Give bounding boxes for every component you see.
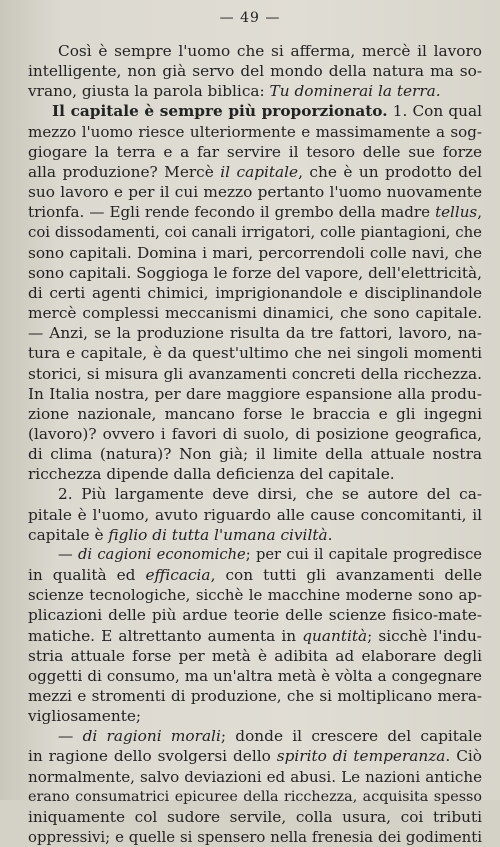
text-line: di clima (natura)? Non già; il limite della attuale nostra [28, 445, 482, 464]
text-line: erano consumatrici epicuree della ricchezza, acquisita spesso [28, 788, 482, 805]
text-line: scienze tecnologiche, sicchè le macchine moderne sono ap- [28, 586, 482, 605]
text-line: trionfa. — Egli rende fecondo il grembo della madre tellus, [28, 203, 482, 222]
text-line: matiche. E altrettanto aumenta in quantità; sicchè l'indu- [28, 626, 482, 645]
text-line: sono capitali. Domina i mari, percorrendoli colle navi, che [28, 243, 482, 262]
text-line: intelligente, non già servo del mondo della natura ma so- [28, 62, 482, 81]
text-line: sono capitali. Soggioga le forze del vapore, dell'elettricità, [28, 263, 482, 282]
text-line: suo lavoro e per il cui mezzo pertanto l'uomo nuovamente [28, 183, 482, 202]
page-body [28, 41, 482, 847]
text-line: oppressivi; e quelle si spensero nella frenesia dei godimenti [28, 828, 482, 847]
text-line: di certi agenti chimici, imprigionandole e disciplinandole [28, 283, 482, 302]
text-line: — di ragioni morali; donde il crescere del capitale [58, 727, 482, 746]
text-line: ricchezza dipende dalla deficienza del capitale. [28, 465, 395, 484]
text-line: mezzi e stromenti di produzione, che si moltiplicano mera- [28, 687, 482, 705]
text-line: vrano, giusta la parola biblica: Tu dominerai la terra. [28, 82, 441, 101]
text-line: — Anzi, se la produzione risulta da tre fattori, lavoro, na- [28, 324, 482, 343]
text-line: mercè complessi meccanismi dinamici, che sono capitale. [28, 304, 482, 323]
text-line: Così è sempre l'uomo che si afferma, mercè il lavoro [58, 42, 482, 60]
text-line: capitale è figlio di tutta l'umana civiltà. [28, 525, 333, 544]
text-line: (lavoro)? ovvero i favori di suolo, di posizione geografica, [28, 424, 482, 443]
text-line: 2. Più largamente deve dirsi, che se autore del ca- [58, 485, 482, 504]
text-line: vigliosamente; [28, 707, 142, 726]
text-line: iniquamente col sudore servile, colla usura, coi tributi [28, 807, 482, 826]
text-line: — di cagioni economiche; per cui il capitale progredisce [58, 545, 482, 563]
text-line: Il capitale è sempre più proporzionato. 1. Con qual [52, 102, 483, 121]
text-line: oggetti di consumo, ma un'altra metà è vòlta a congegnare [28, 666, 482, 685]
cropped-footnote [20, 790, 480, 800]
text-line: pitale è l'uomo, avuto riguardo alle cause concomitanti, il [28, 505, 482, 524]
text-line: coi dissodamenti, coi canali irrigatori, colle piantagioni, che [28, 223, 482, 242]
text-line: alla produzione? Mercè il capitale, che è un prodotto del [28, 162, 483, 181]
text-line: plicazioni delle più ardue teorie delle scienze fisico-mate- [28, 606, 482, 625]
page-number: — 49 — [219, 10, 281, 26]
text-line: in qualità ed efficacia, con tutti gli avanzamenti delle [28, 566, 483, 585]
text-line: in ragione dello svolgersi dello spirito di temperanza. Ciò [28, 747, 482, 766]
text-line: storici, si misura gli avanzamenti concreti della ricchezza. [28, 364, 482, 383]
text-line: In Italia nostra, per dare maggiore espansione alla produ- [28, 384, 482, 403]
text-line: mezzo l'uomo riesce ulteriormente e massimamente a sog- [28, 122, 482, 141]
text-line: giogare la terra e a far servire il tesoro delle sue forze [28, 142, 482, 161]
text-line: tura e capitale, è da quest'ultimo che nei singoli momenti [28, 344, 482, 363]
text-line: zione nazionale, mancano forse le braccia e gli ingegni [28, 404, 482, 423]
text-line: stria attuale forse per metà è adibita ad elaborare degli [28, 646, 482, 665]
text-line: normalmente, salvo deviazioni ed abusi. Le nazioni antiche [28, 767, 482, 786]
